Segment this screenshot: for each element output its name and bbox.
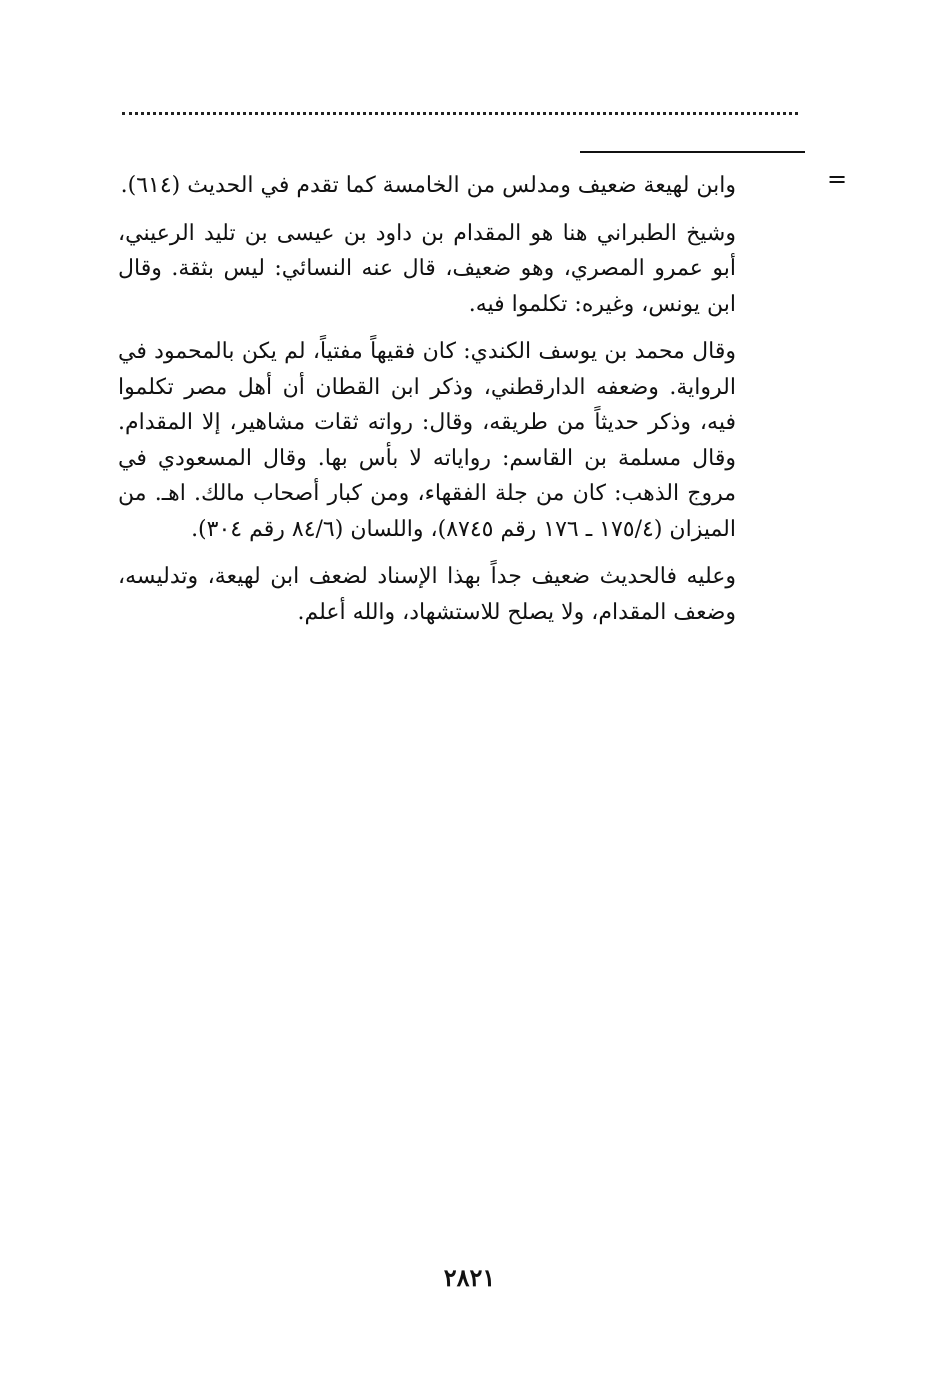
footnote-separator-rule: [580, 151, 805, 153]
footnote-body: [118, 168, 736, 642]
continuation-mark: =: [827, 165, 848, 193]
page-number: ٢٨٢١: [443, 1263, 496, 1292]
header-dotted-rule: [122, 112, 798, 115]
footnote-paragraph-3: وقال محمد بن يوسف الكندي: كان فقيهاً مفتياً، لم يكن بالمحمود في الرواية. وضعفه الدارقطني، وذكر ابن القطان أن أهل مصر تكلموا فيه، وذكر حديثاً من طريقه، وقال: رواته ثقات مشاهير، إلا المقدام. وقال مسلمة بن القاسم: رواياته لا بأس بها. وقال المسعودي في مروج الذهب: كان من جلة الفقهاء، ومن كبار أصحاب مالك. اهـ. من الميزان (١٧٥/٤ ـ ١٧٦ رقم ٨٧٤٥)، واللسان (٨٤/٦ رقم ٣٠٤).: [118, 339, 736, 542]
footnote-paragraph-4: وعليه فالحديث ضعيف جداً بهذا الإسناد لضعف ابن لهيعة، وتدليسه، وضعف المقدام، ولا يصلح للاستشهاد، والله أعلم.: [118, 564, 736, 625]
footnote-paragraph-2: وشيخ الطبراني هنا هو المقدام بن داود بن عيسى بن تليد الرعيني، أبو عمرو المصري، وهو ضعيف، قال عنه النسائي: ليس بثقة. وقال ابن يونس، وغيره: تكلموا فيه.: [118, 220, 736, 317]
footnote-paragraph-1: وابن لهيعة ضعيف ومدلس من الخامسة كما تقدم في الحديث (٦١٤).: [120, 173, 736, 198]
